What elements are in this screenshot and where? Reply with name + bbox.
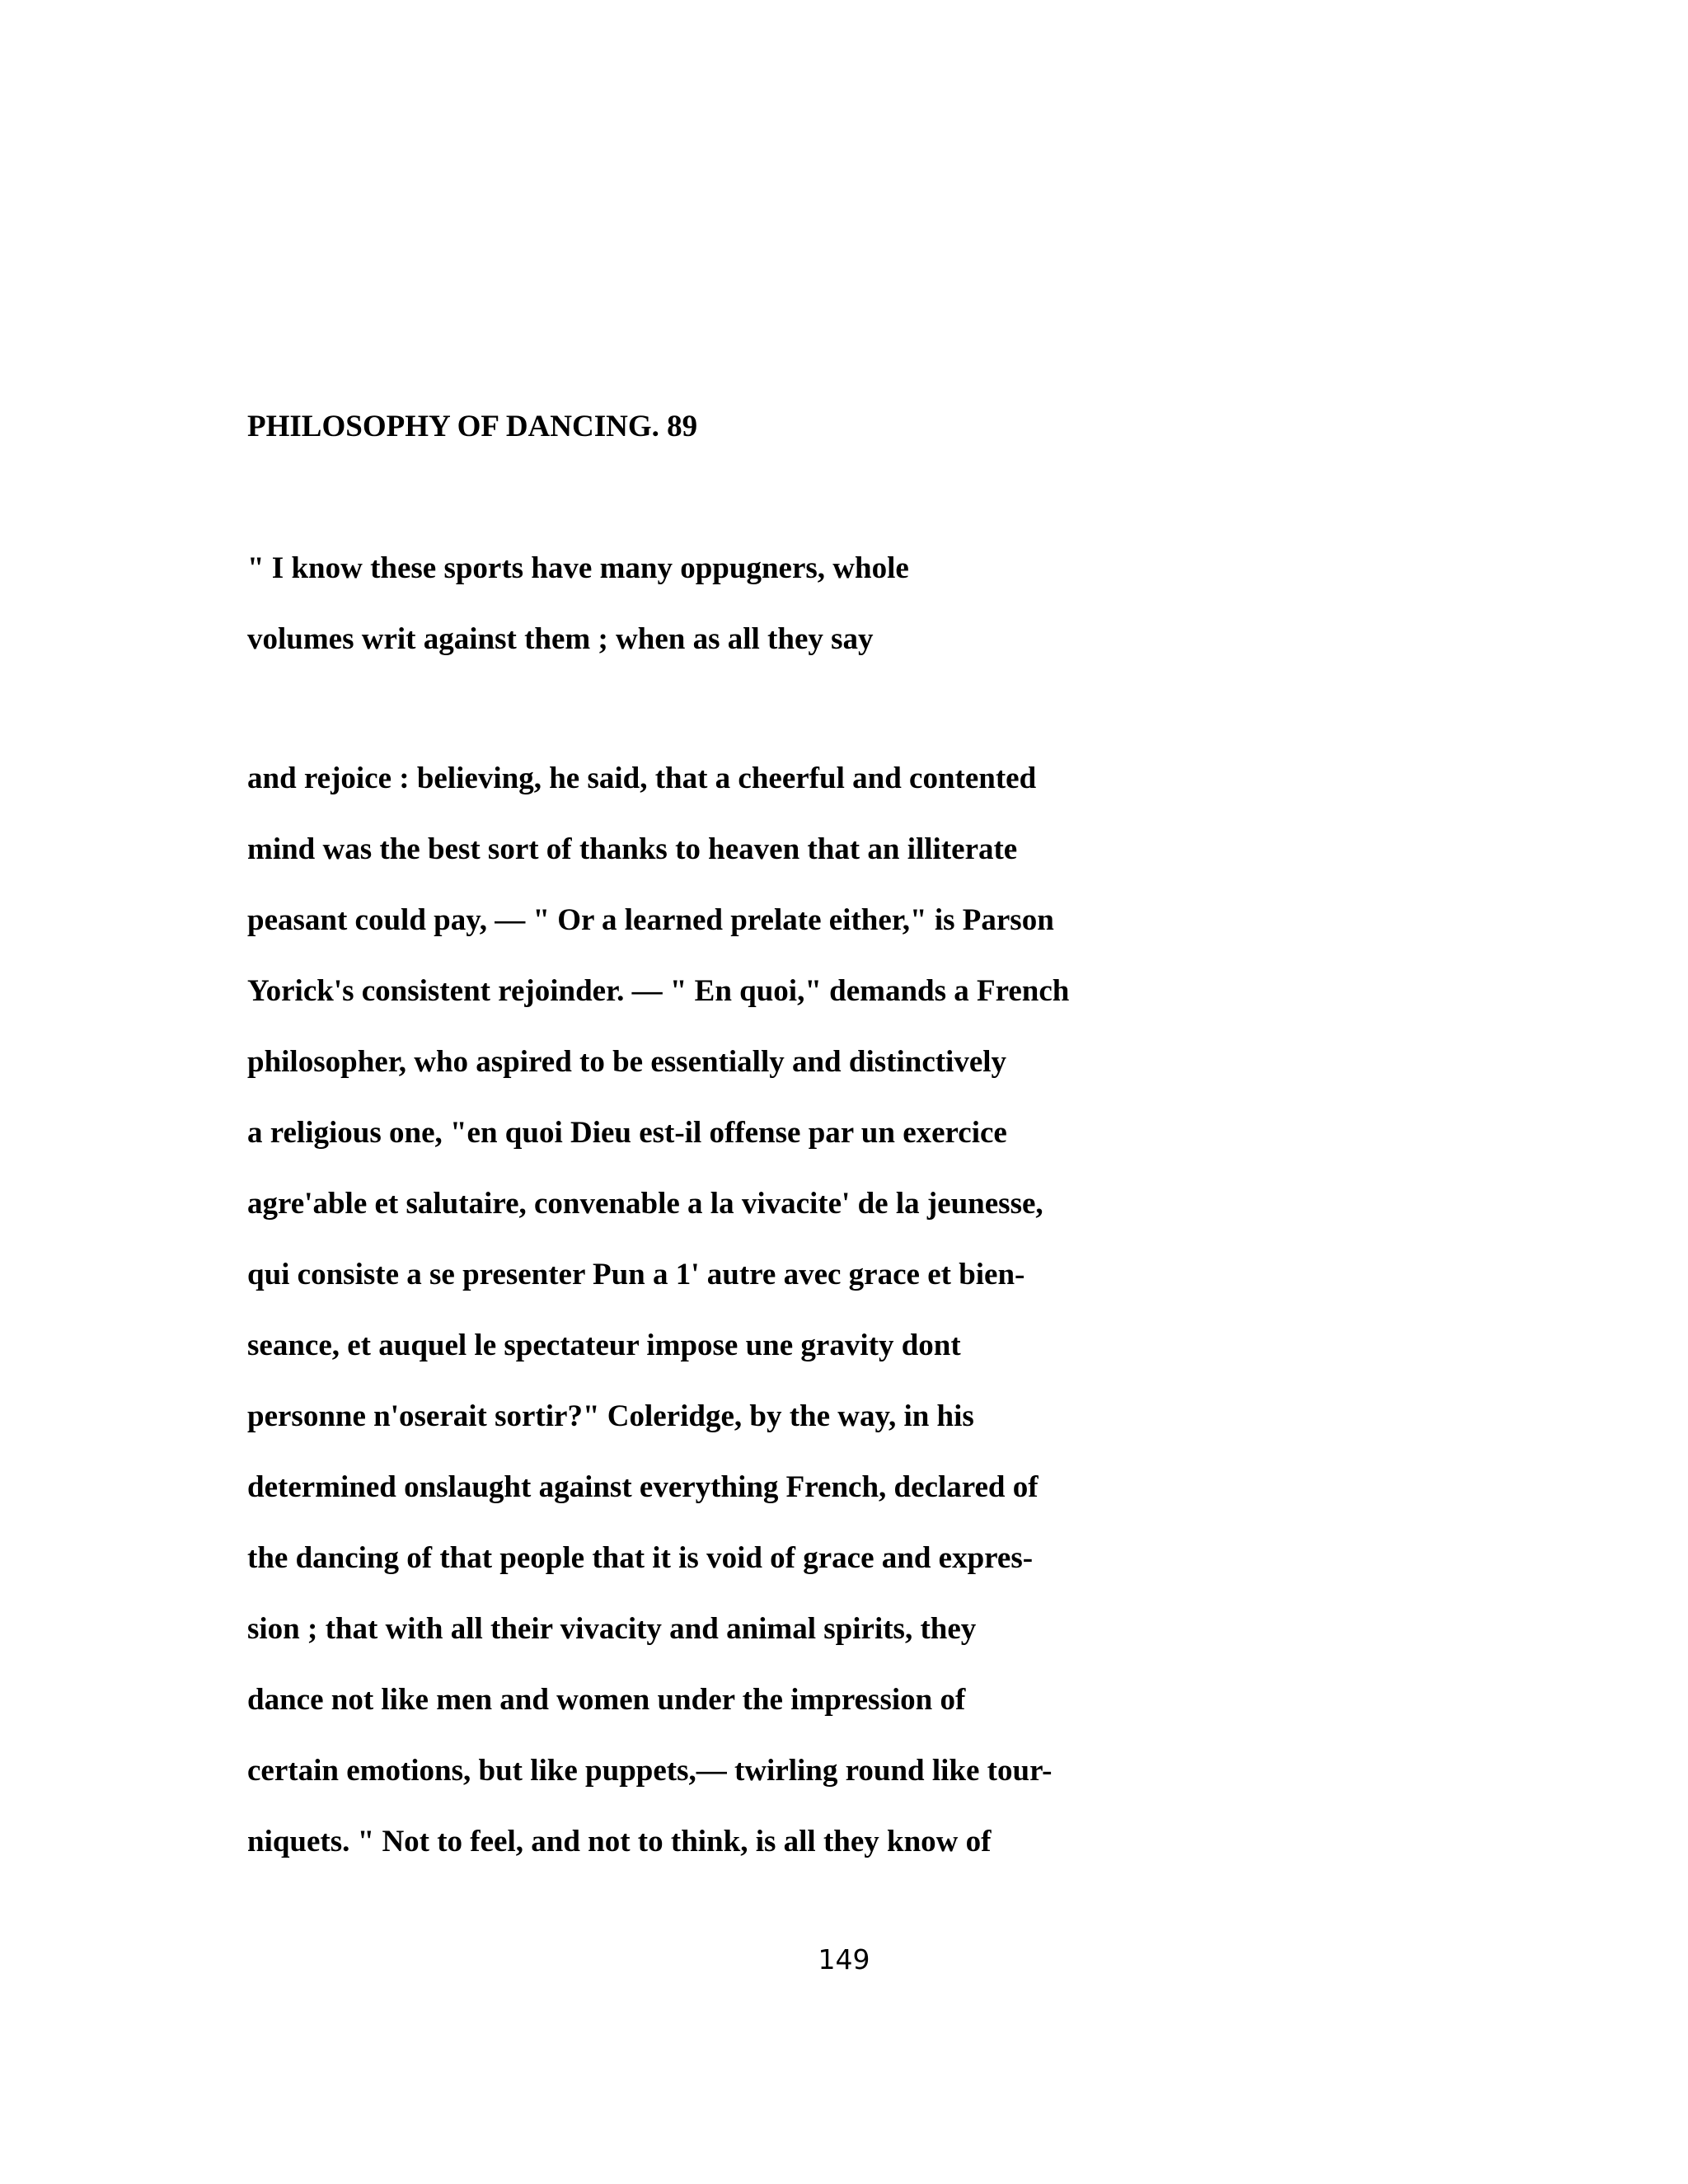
quote-line: " I know these sports have many oppugners, whole xyxy=(247,551,909,585)
body-line: agre'able et salutaire, convenable a la vivacite' de la jeunesse, xyxy=(247,1187,1043,1221)
page-number: 149 xyxy=(818,1943,870,1975)
body-line: the dancing of that people that it is void of grace and expres- xyxy=(247,1541,1034,1575)
body-line: a religious one, "en quoi Dieu est-il offense par un exercice xyxy=(247,1116,1007,1150)
quote-block xyxy=(247,547,1484,689)
body-line: seance, et auquel le spectateur impose une gravity dont xyxy=(247,1329,961,1362)
body-line: certain emotions, but like puppets,— twirling round like tour- xyxy=(247,1754,1053,1788)
body-line: personne n'oserait sortir?" Coleridge, by the way, in his xyxy=(247,1399,974,1433)
body-line: sion ; that with all their vivacity and animal spirits, they xyxy=(247,1612,977,1646)
body-line: mind was the best sort of thanks to heaven that an illiterate xyxy=(247,832,1018,866)
body-line: and rejoice : believing, he said, that a cheerful and contented xyxy=(247,762,1037,795)
body-line: determined onslaught against everything French, declared of xyxy=(247,1470,1039,1504)
body-line: peasant could pay, — " Or a learned prelate either," is Parson xyxy=(247,903,1054,937)
running-header: PHILOSOPHY OF DANCING. 89 xyxy=(247,410,698,443)
body-line: Yorick's consistent rejoinder. — " En quoi," demands a French xyxy=(247,974,1070,1008)
body-line: philosopher, who aspired to be essentially and distinctively xyxy=(247,1045,1007,1079)
body-line: qui consiste a se presenter Pun a 1' autre avec grace et bien- xyxy=(247,1258,1025,1291)
body-line: niquets. " Not to feel, and not to think, is all they know of xyxy=(247,1825,992,1858)
body-line: dance not like men and women under the impression of xyxy=(247,1683,966,1717)
body-text xyxy=(247,757,1484,1891)
quote-line: volumes writ against them ; when as all they say xyxy=(247,622,874,656)
